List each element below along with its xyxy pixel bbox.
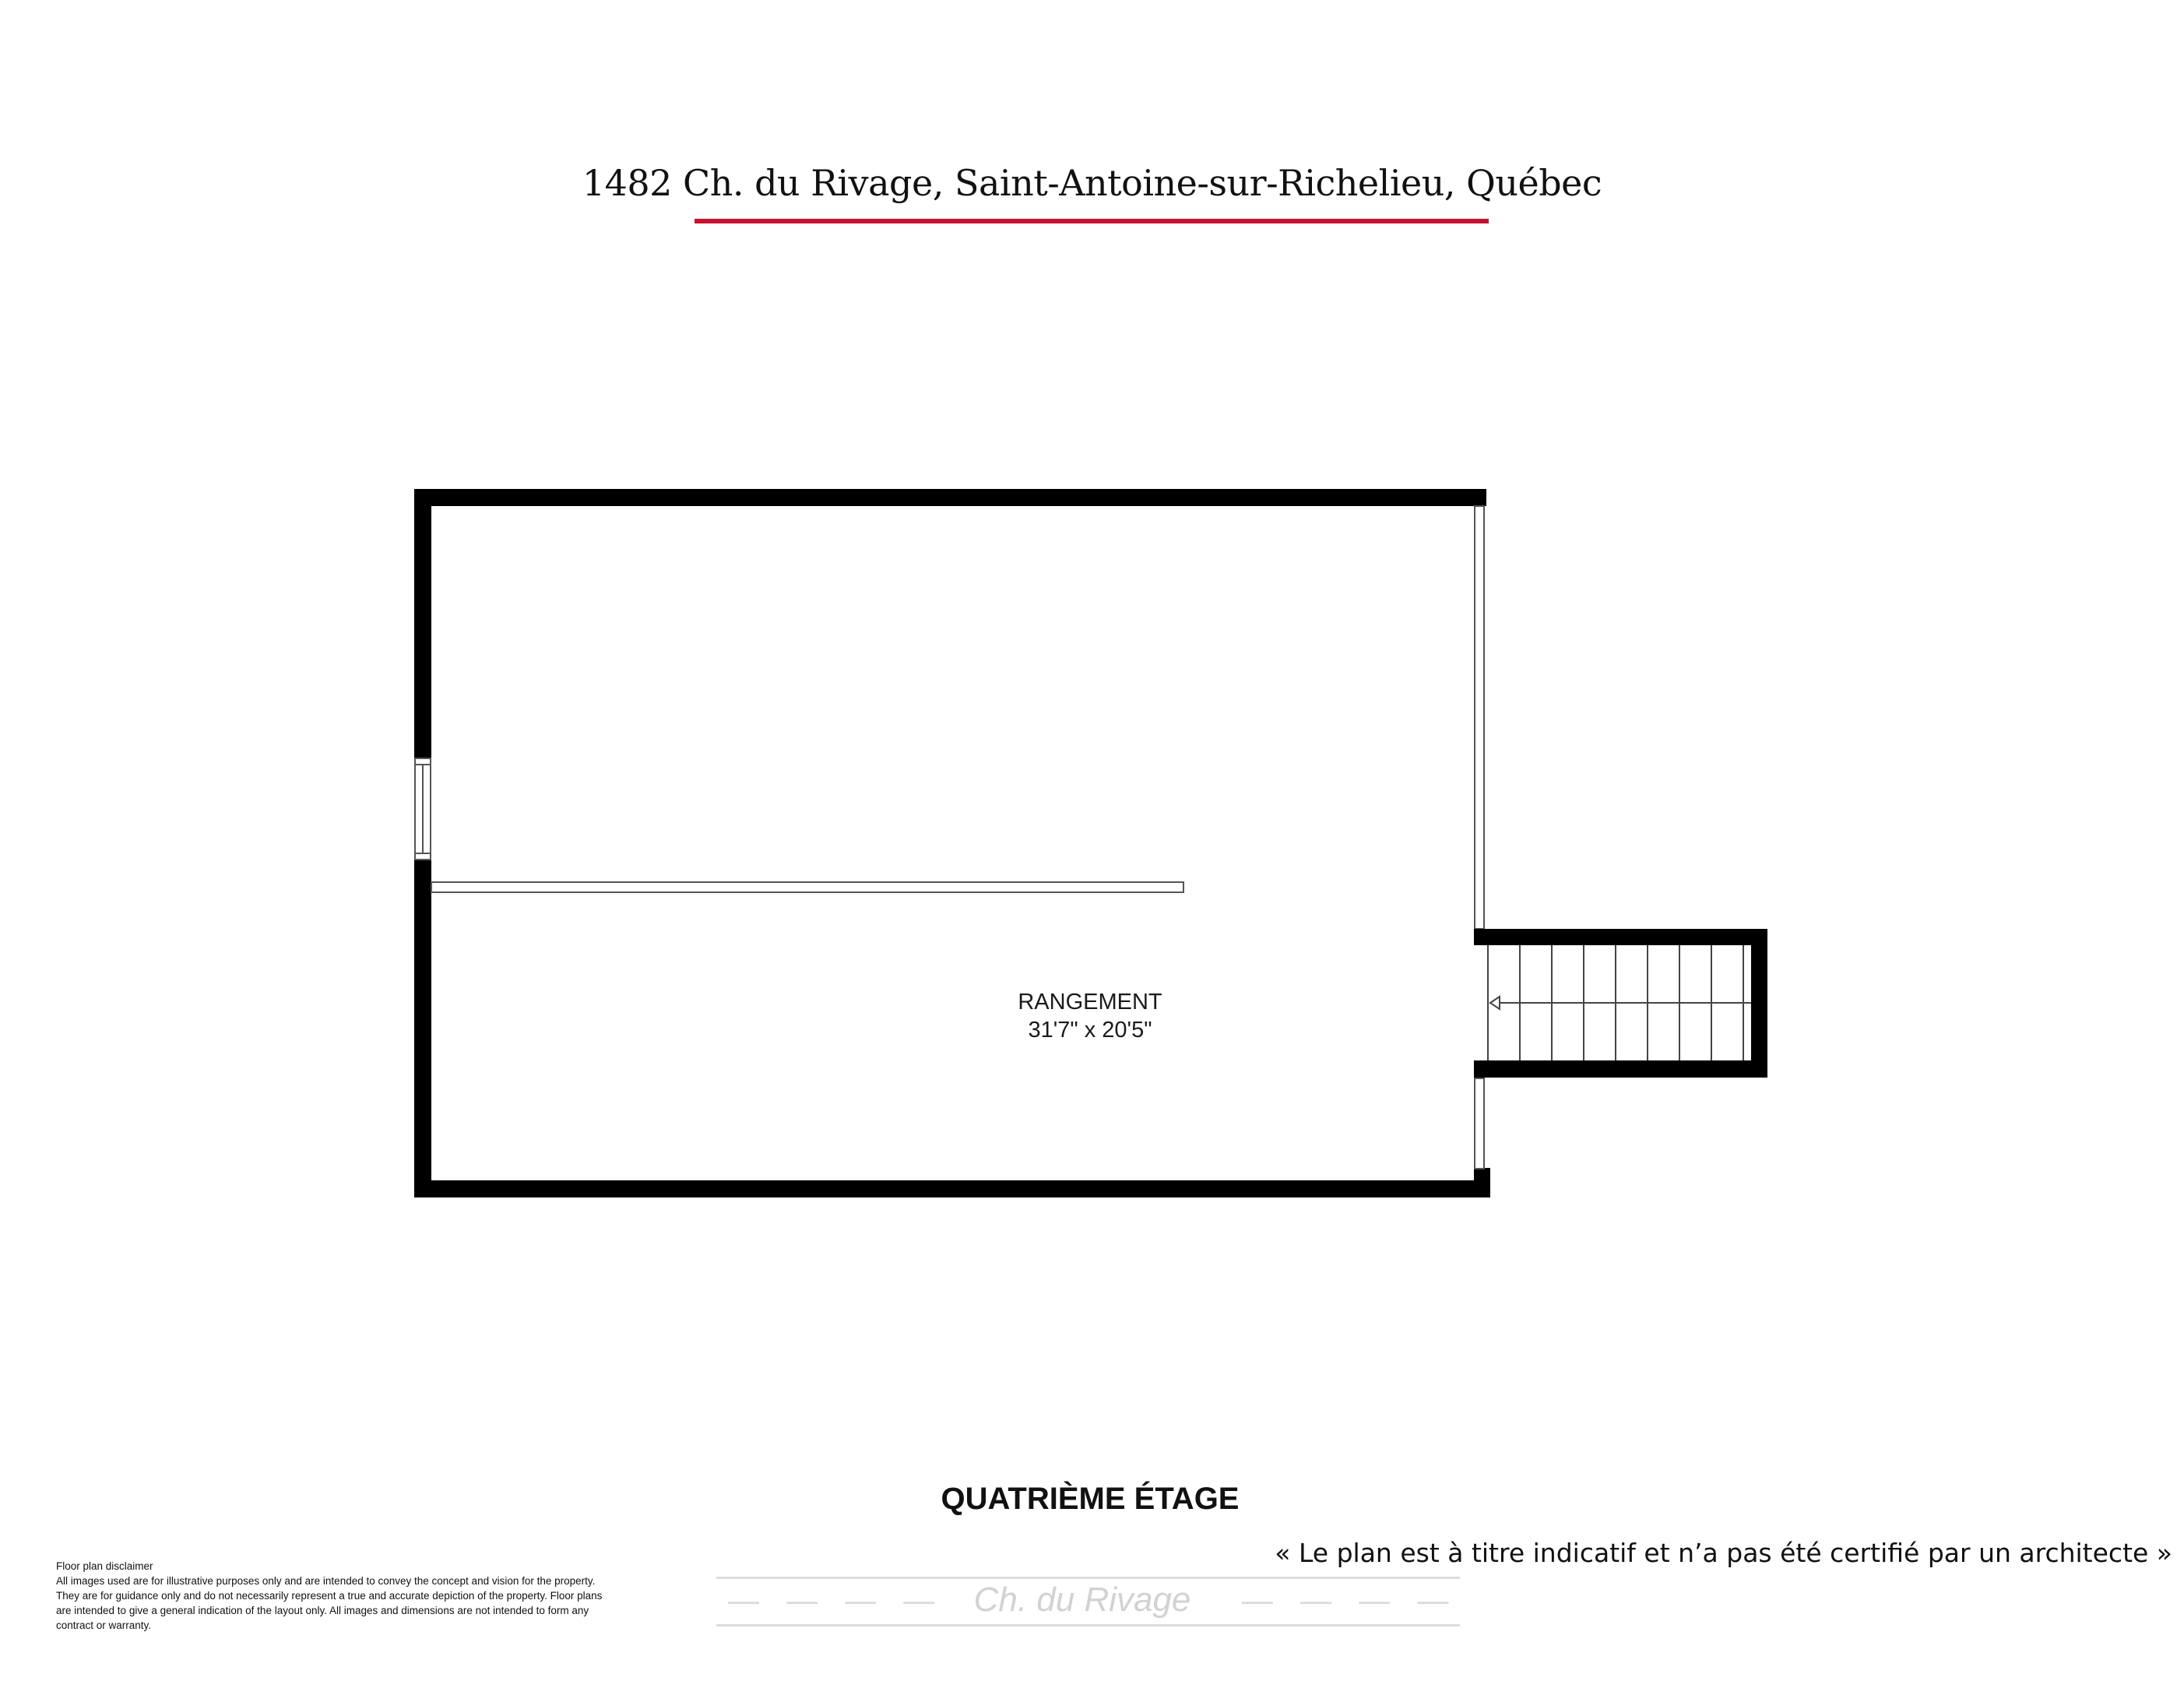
disclaimer-body: All images used are for illustrative purposes only and are intended to convey the concept and vision for the property. They are for guidance only and do not necessarily represent a true and accurate depiction of the property. Floor plans are intended to give a general indication of the layout only. All images and dimensions are not intended to form any contract or warranty. [56, 1575, 603, 1631]
floor-label: QUATRIÈME ÉTAGE [941, 1482, 1240, 1516]
disclaimer-title: Floor plan disclaimer [56, 1560, 153, 1572]
room-dimensions: 31'7" x 20'5" [1028, 1018, 1152, 1043]
certification-note: « Le plan est à titre indicatif et n’a pas été certifié par un architecte » [1275, 1538, 2172, 1568]
street-edge-bottom [716, 1624, 1460, 1626]
stair-direction-arrow [1490, 997, 1500, 1009]
wall-left-upper [414, 489, 431, 758]
left-window [415, 758, 431, 860]
room-walls [414, 489, 1490, 1197]
wall-left-lower [414, 860, 431, 1197]
property-address: 1482 Ch. du Rivage, Saint-Antoine-sur-Richelieu, Québec [582, 162, 1602, 204]
stair-treads [1488, 945, 1751, 1060]
room-name: RANGEMENT [1018, 990, 1162, 1015]
wall-bottom-right-stub [1474, 1168, 1490, 1197]
wall-bottom [414, 1180, 1490, 1197]
street-dashes-right: — — — — [1242, 1584, 1458, 1618]
street-dashes-left: — — — — [728, 1584, 944, 1618]
street-edge-top [716, 1577, 1460, 1579]
street-name: Ch. du Rivage [973, 1581, 1191, 1619]
wall-top [414, 489, 1486, 506]
floor-plan-disclaimer [56, 1559, 617, 1633]
interior-partition [431, 882, 1183, 892]
